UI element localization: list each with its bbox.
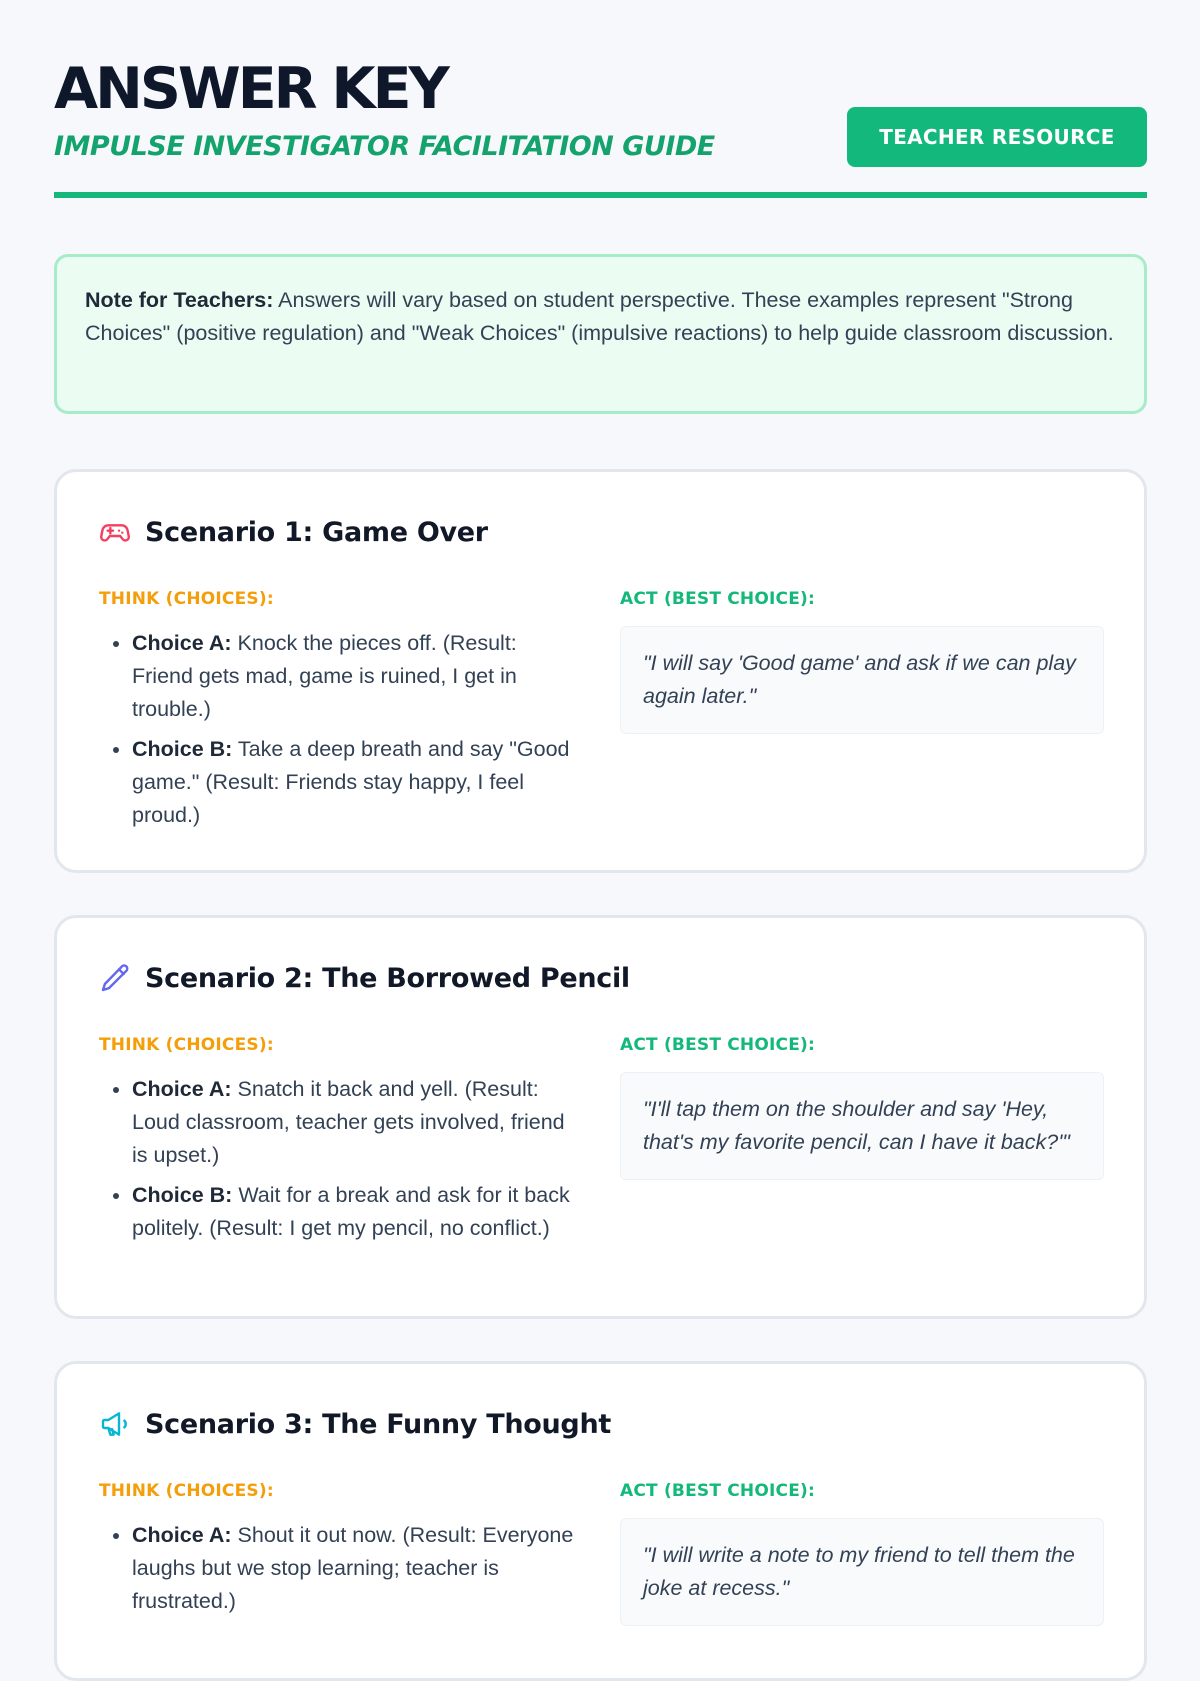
scenario-title: Scenario 3: The Funny Thought (145, 1408, 611, 1440)
scenario-title: Scenario 1: Game Over (145, 516, 488, 548)
choices-list (99, 1519, 579, 1625)
choices-list (99, 627, 579, 839)
choice-label: Choice B: (132, 737, 233, 761)
think-label: THINK (CHOICES): (99, 1481, 274, 1501)
page-header (54, 58, 1147, 198)
scenario-header (99, 1408, 611, 1440)
choice-text: Knock the pieces off. (Result: Friend gets mad, game is ruined, I get in trouble.) (132, 631, 517, 721)
list-item (132, 1073, 579, 1172)
teacher-note (54, 254, 1147, 414)
act-label: ACT (BEST CHOICE): (620, 589, 815, 609)
act-label: ACT (BEST CHOICE): (620, 1481, 815, 1501)
choice-label: Choice A: (132, 1077, 232, 1101)
pencil-icon (99, 962, 131, 994)
list-item (132, 1179, 579, 1245)
teacher-resource-badge: TEACHER RESOURCE (847, 107, 1147, 167)
scenario-card-3 (54, 1361, 1147, 1681)
best-choice-answer: "I will write a note to my friend to tell them the joke at recess." (620, 1518, 1104, 1626)
page-subtitle: IMPULSE INVESTIGATOR FACILITATION GUIDE (54, 131, 715, 162)
choice-label: Choice A: (132, 631, 232, 655)
best-choice-answer: "I'll tap them on the shoulder and say 'Hey, that's my favorite pencil, can I have it back?'" (620, 1072, 1104, 1180)
think-label: THINK (CHOICES): (99, 589, 274, 609)
act-label: ACT (BEST CHOICE): (620, 1035, 815, 1055)
megaphone-icon (99, 1408, 131, 1440)
best-choice-answer: "I will say 'Good game' and ask if we can play again later." (620, 626, 1104, 734)
choice-text: Shout it out now. (Result: Everyone laughs but we stop learning; teacher is frustrated.) (132, 1523, 574, 1613)
scenario-header (99, 962, 630, 994)
scenario-card-2 (54, 915, 1147, 1319)
page-title: ANSWER KEY (54, 56, 447, 122)
gamepad-icon (99, 516, 131, 548)
choice-text: Wait for a break and ask for it back politely. (Result: I get my pencil, no conflict.) (132, 1183, 570, 1240)
scenario-title: Scenario 2: The Borrowed Pencil (145, 962, 630, 994)
choices-list (99, 1073, 579, 1252)
scenario-header (99, 516, 488, 548)
choice-label: Choice A: (132, 1523, 232, 1547)
teacher-note-text: Answers will vary based on student perspective. These examples represent "Strong Choices" (positive regulation) and "Weak Choices" (impulsive reactions) to help guide classroom discussion. (85, 288, 1114, 345)
choice-text: Take a deep breath and say "Good game." (Result: Friends stay happy, I feel proud.) (132, 737, 570, 827)
think-label: THINK (CHOICES): (99, 1035, 274, 1055)
choice-label: Choice B: (132, 1183, 233, 1207)
teacher-note-label: Note for Teachers: (85, 288, 274, 312)
scenario-card-1 (54, 469, 1147, 873)
choice-text: Snatch it back and yell. (Result: Loud classroom, teacher gets involved, friend is upset.) (132, 1077, 565, 1167)
list-item (132, 1519, 579, 1618)
list-item (132, 733, 579, 832)
list-item (132, 627, 579, 726)
